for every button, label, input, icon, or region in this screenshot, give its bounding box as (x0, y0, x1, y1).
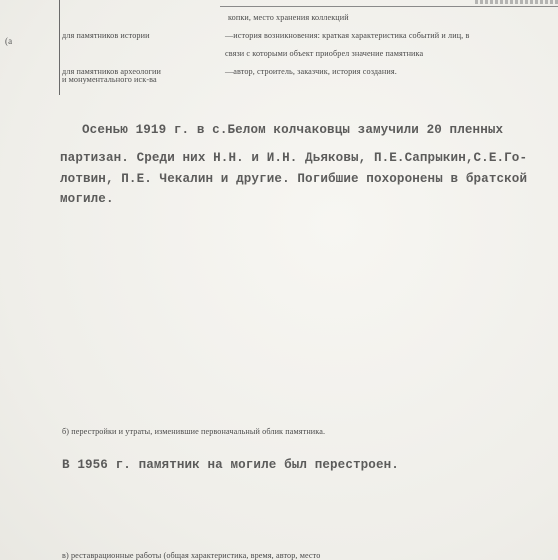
section-c-label: в) реставрационные работы (общая характеристика, время, автор, место (62, 551, 321, 560)
margin-rule (59, 0, 60, 95)
typed-line: могиле. (60, 192, 114, 206)
section-b-typed-text: В 1956 г. памятник на могиле был перестроен. (62, 458, 399, 472)
typed-line: Осенью 1919 г. в с.Белом колчаковцы замучили 20 пленных (82, 123, 504, 137)
top-rule (220, 6, 558, 7)
section-b-label: б) перестройки и утраты, изменившие первоначальный облик памятника. (62, 427, 326, 436)
paren-marker: (а (5, 36, 13, 46)
form-description: —история возникновения: краткая характеристика событий и лиц, в (225, 31, 470, 40)
form-label-archaeology: для памятников археологии (62, 67, 161, 76)
form-description: копки, место хранения коллекций (228, 13, 349, 22)
form-description: связи с которыми объект приобрел значение памятника (225, 49, 424, 58)
typed-line: лотвин, П.Е. Чекалин и другие. Погибшие похоронены в братской (60, 172, 528, 186)
cut-off-top-text (475, 0, 558, 4)
form-label-archaeology-cont: и монументального иск-ва (62, 75, 157, 84)
form-description: —автор, строитель, заказчик, история создания. (225, 67, 397, 76)
form-label-history: для памятников истории (62, 31, 150, 40)
typed-line: партизан. Среди них Н.Н. и И.Н. Дьяковы, П.Е.Сапрыкин,С.Е.Го- (60, 151, 528, 165)
